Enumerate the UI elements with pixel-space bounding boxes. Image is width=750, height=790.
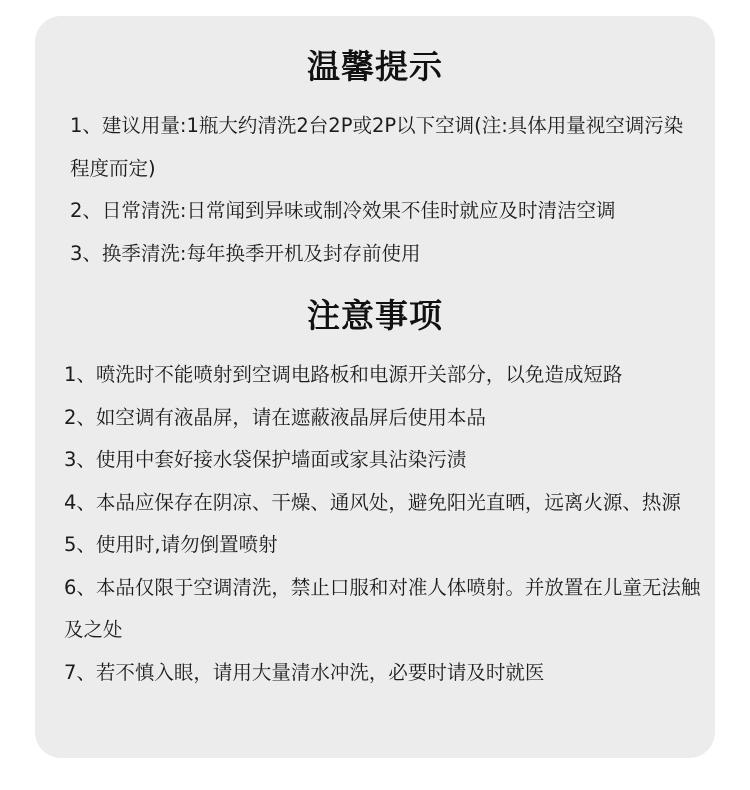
notes-item-6: 6、本品仅限于空调清洗，禁止口服和对准人体喷射。并放置在儿童无法触及之处 — [64, 575, 701, 641]
tips-item-3: 3、换季清洗:每年换季开机及封存前使用 — [70, 241, 421, 265]
notes-item-7: 7、若不慎入眼，请用大量清水冲洗，必要时请及时就医 — [64, 660, 545, 684]
notes-item-5: 5、使用时,请勿倒置喷射 — [64, 533, 278, 556]
notes-item-1: 1、喷洗时不能喷射到空调电路板和电源开关部分，以免造成短路 — [64, 363, 623, 386]
notes-item-4: 4、本品应保存在阴凉、干燥、通风处，避免阳光直晒，远离火源、热源 — [64, 490, 681, 514]
notes-heading: 注意事项 — [307, 296, 443, 335]
tips-list — [70, 105, 695, 275]
notes-item-2: 2、如空调有液晶屏，请在遮蔽液晶屏后使用本品 — [64, 405, 486, 429]
tips-item-1: 1、建议用量:1瓶大约清洗2台2P或2P以下空调(注:具体用量视空调污染程度而定) — [70, 114, 684, 180]
notes-list — [64, 354, 712, 694]
tips-item-2: 2、日常清洗:日常闻到异味或制冷效果不佳时就应及时清洁空调 — [70, 199, 616, 222]
notes-item-3: 3、使用中套好接水袋保护墙面或家具沾染污渍 — [64, 448, 467, 471]
tips-heading: 温馨提示 — [307, 47, 443, 86]
